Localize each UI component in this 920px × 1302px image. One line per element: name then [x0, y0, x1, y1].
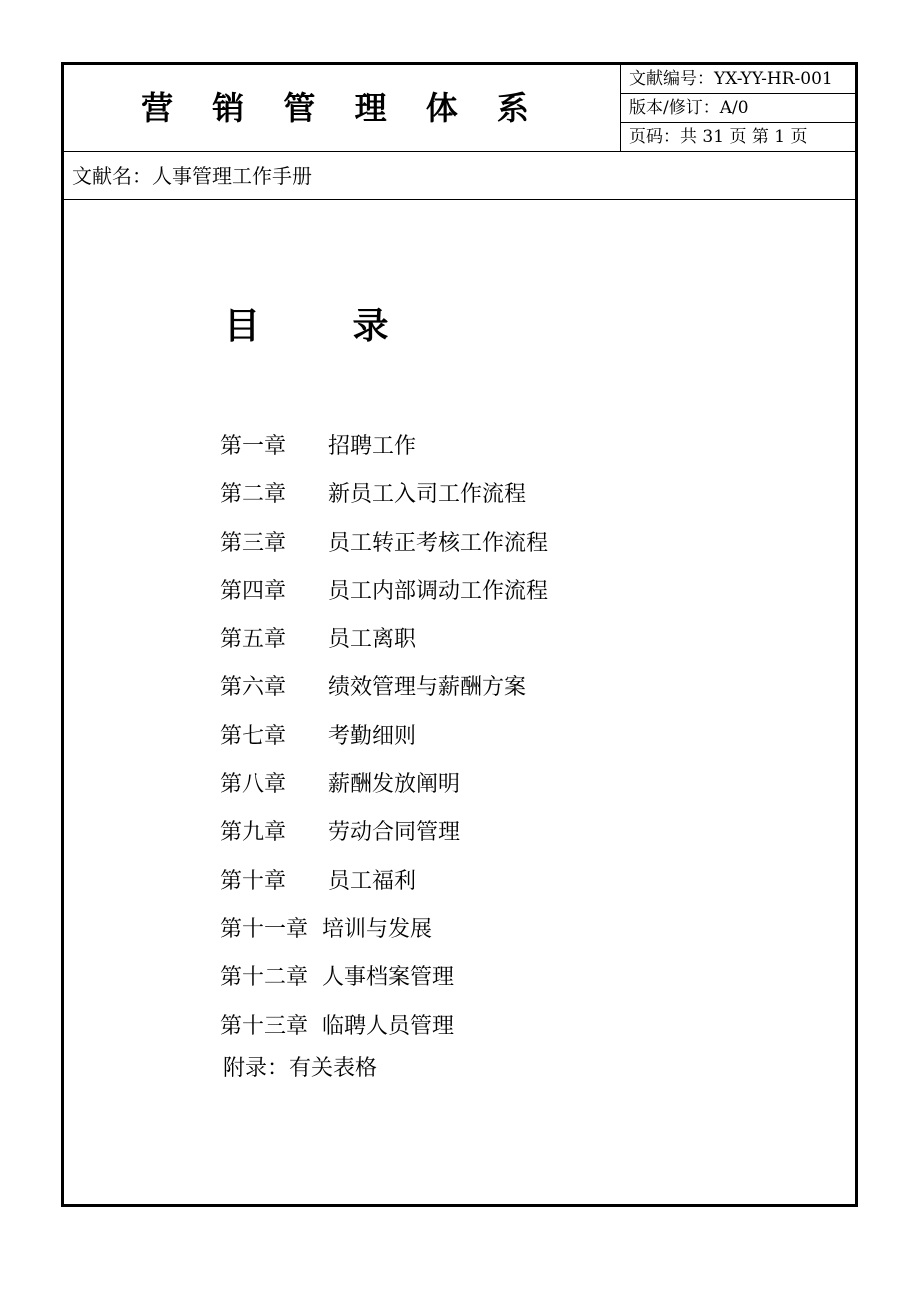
toc-item-title: 临聘人员管理 [322, 1013, 455, 1039]
toc-chapter: 第十章 [220, 868, 287, 894]
toc-chapter: 第一章 [220, 434, 287, 459]
toc-chapter: 第四章 [220, 578, 287, 604]
document-header [64, 65, 855, 152]
toc-chapter: 第十二章 [220, 965, 309, 991]
document-meta-box [620, 65, 856, 151]
toc-chapter: 第九章 [220, 820, 287, 846]
toc-item [220, 713, 548, 761]
toc-item-title: 招聘工作 [328, 434, 417, 459]
toc-chapter: 第十三章 [220, 1013, 309, 1039]
toc-item-title: 新员工入司工作流程 [328, 482, 527, 508]
toc-title: 目 录 [224, 306, 429, 347]
toc-chapter: 第六章 [220, 675, 287, 701]
toc-item-title: 培训与发展 [322, 916, 433, 942]
toc-item [220, 1003, 548, 1051]
doc-name: 文献名：人事管理工作手册 [64, 152, 855, 200]
toc-item-title: 员工内部调动工作流程 [328, 578, 549, 604]
toc-item-title: 劳动合同管理 [328, 820, 461, 846]
toc-item [220, 664, 548, 712]
doc-version: 版本/修订：A/0 [621, 94, 856, 123]
toc-chapter: 第五章 [220, 627, 287, 653]
toc-item [220, 954, 548, 1002]
doc-number: 文献编号：YX-YY-HR-001 [621, 65, 856, 94]
toc-item-title: 薪酬发放阐明 [328, 772, 461, 798]
toc-item-title: 员工转正考核工作流程 [328, 530, 549, 556]
toc-item-title: 考勤细则 [328, 723, 417, 749]
document-frame [61, 62, 858, 1207]
toc-chapter: 第八章 [220, 772, 287, 798]
toc-item [220, 761, 548, 809]
toc-chapter: 第三章 [220, 530, 287, 556]
toc-item [220, 423, 548, 471]
toc-item [220, 568, 548, 616]
toc-appendix: 附录：有关表格 [223, 1056, 378, 1081]
toc-chapter: 第七章 [220, 723, 287, 749]
toc-item [220, 471, 548, 519]
toc-item [220, 809, 548, 857]
toc-item [220, 616, 548, 664]
toc-item [220, 520, 548, 568]
system-title: 营 销 管 理 体 系 [141, 89, 543, 127]
toc-item [220, 906, 548, 954]
toc-chapter: 第十一章 [220, 916, 309, 942]
toc-item [220, 858, 548, 906]
toc-item-title: 员工福利 [328, 868, 417, 894]
toc-list [220, 423, 548, 1051]
toc-item-title: 人事档案管理 [322, 965, 455, 991]
page-info: 页码：共 31 页 第 1 页 [629, 127, 808, 147]
toc-item-title: 员工离职 [328, 627, 417, 653]
toc-item-title: 绩效管理与薪酬方案 [328, 675, 527, 701]
toc-chapter: 第二章 [220, 482, 287, 508]
